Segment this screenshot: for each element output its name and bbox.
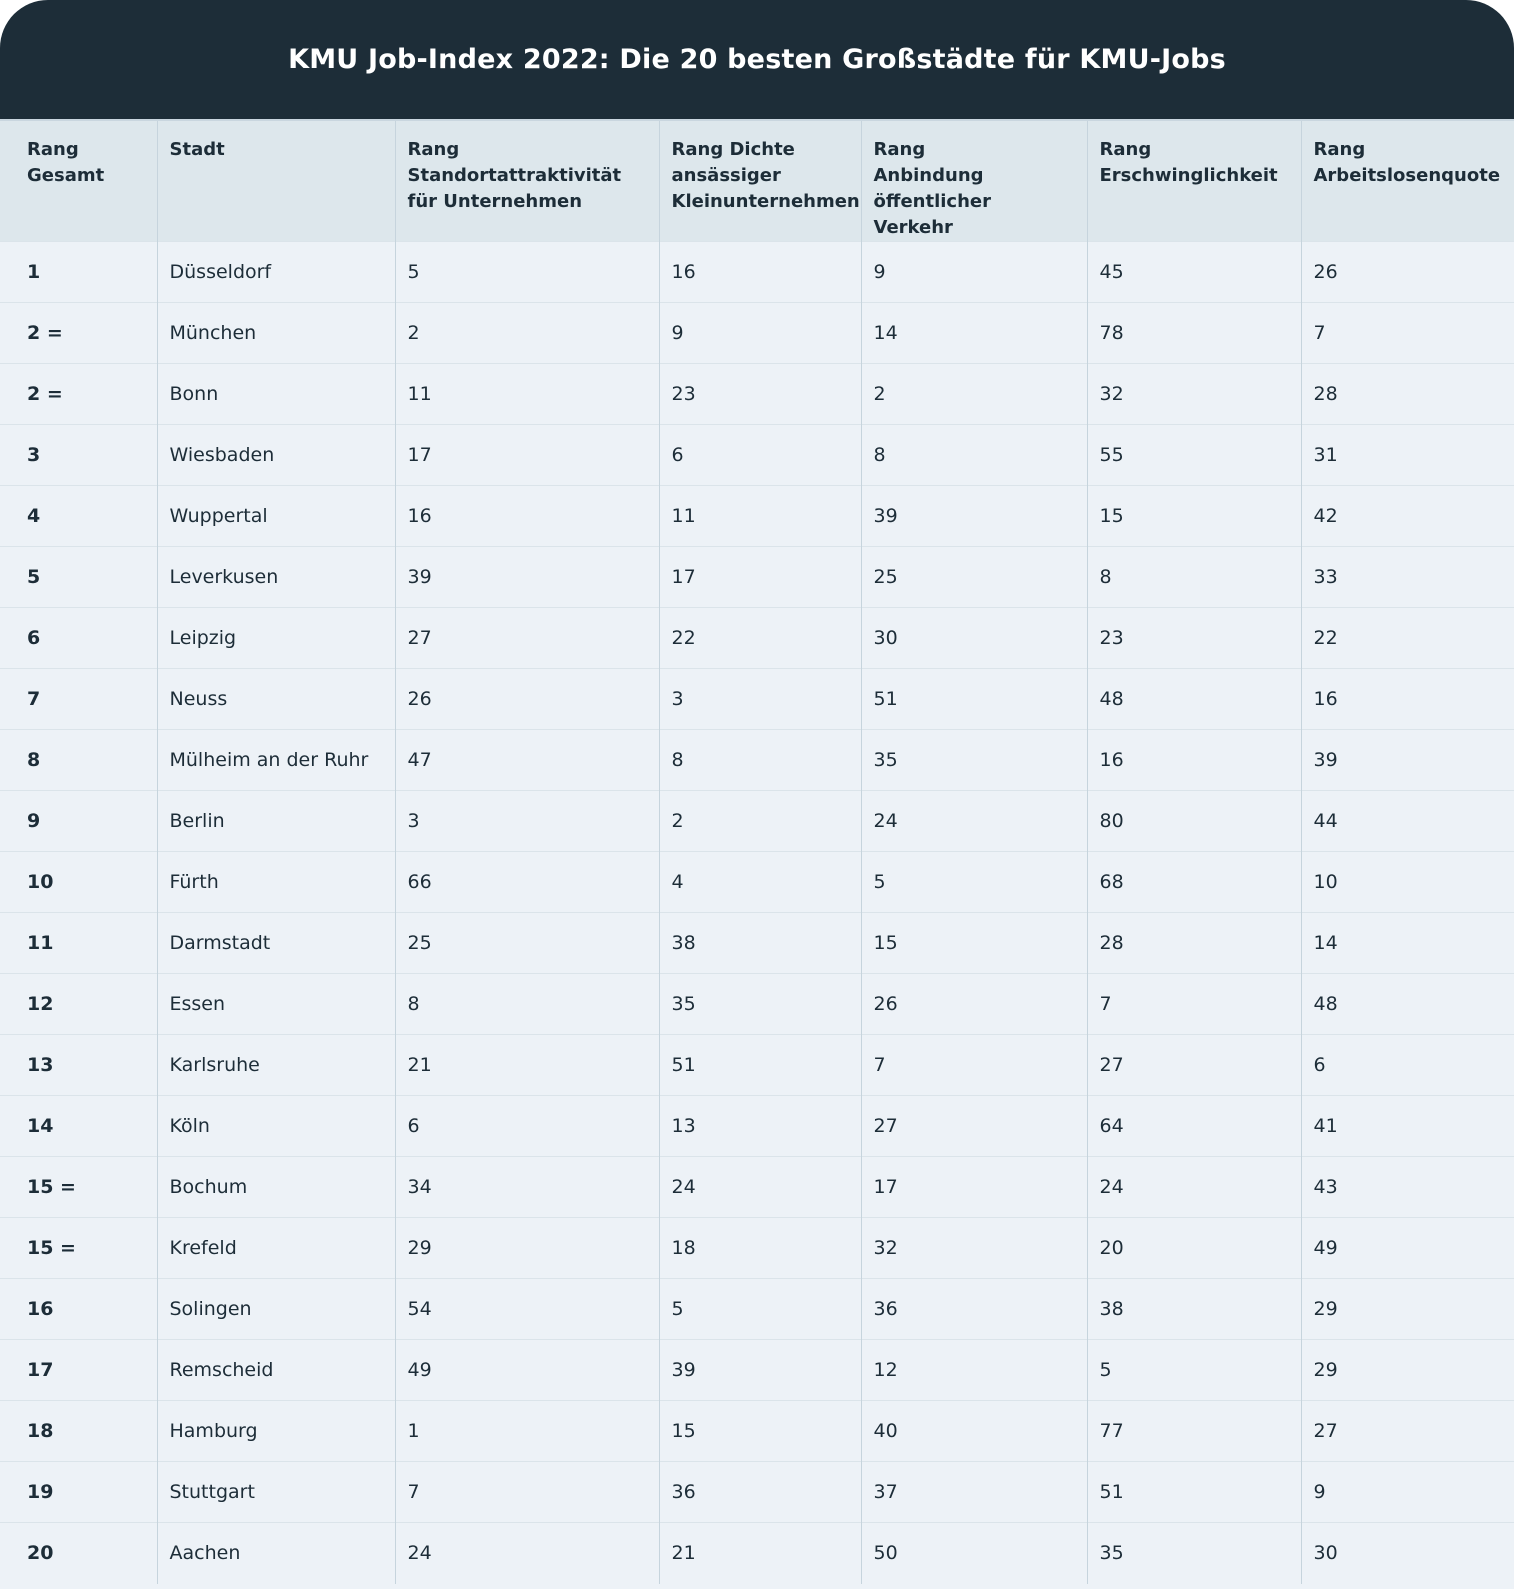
table-cell: 40	[861, 1401, 1087, 1462]
table-cell: 14	[1301, 913, 1514, 974]
table-cell: 47	[395, 730, 659, 791]
title-bar	[0, 0, 1514, 121]
table-row	[0, 1523, 1514, 1584]
city-cell: Krefeld	[157, 1218, 395, 1279]
rank-cell: 2 =	[0, 303, 157, 364]
city-cell: Hamburg	[157, 1401, 395, 1462]
table-row	[0, 364, 1514, 425]
table-cell: 7	[395, 1462, 659, 1523]
table-cell: 13	[659, 1096, 861, 1157]
table-cell: 37	[861, 1462, 1087, 1523]
rank-cell: 13	[0, 1035, 157, 1096]
table-cell: 14	[861, 303, 1087, 364]
table-row	[0, 608, 1514, 669]
table-cell: 78	[1087, 303, 1301, 364]
table-cell: 29	[1301, 1340, 1514, 1401]
table-cell: 7	[1301, 303, 1514, 364]
table-cell: 8	[861, 425, 1087, 486]
rank-cell: 6	[0, 608, 157, 669]
table-cell: 38	[1087, 1279, 1301, 1340]
rank-cell: 3	[0, 425, 157, 486]
header-row	[0, 121, 1514, 242]
city-cell: Karlsruhe	[157, 1035, 395, 1096]
table-cell: 35	[861, 730, 1087, 791]
table-cell: 16	[659, 242, 861, 303]
table-cell: 51	[861, 669, 1087, 730]
table-cell: 17	[659, 547, 861, 608]
table-cell: 4	[659, 852, 861, 913]
table-cell: 30	[861, 608, 1087, 669]
table-body	[0, 242, 1514, 1584]
city-cell: Köln	[157, 1096, 395, 1157]
rank-cell: 20	[0, 1523, 157, 1584]
table-cell: 12	[861, 1340, 1087, 1401]
table-row	[0, 425, 1514, 486]
table-cell: 39	[395, 547, 659, 608]
table-cell: 8	[1087, 547, 1301, 608]
column-header-line: Rang	[407, 139, 460, 160]
table-row	[0, 1157, 1514, 1218]
table-cell: 26	[861, 974, 1087, 1035]
column-header-line: ansässiger	[671, 165, 781, 186]
column-header-line: Standortattraktivität	[407, 165, 622, 186]
column-header	[1087, 121, 1301, 242]
table-cell: 48	[1087, 669, 1301, 730]
table-cell: 29	[1301, 1279, 1514, 1340]
table-cell: 17	[395, 425, 659, 486]
table-cell: 35	[1087, 1523, 1301, 1584]
column-header-line: Kleinunternehmen	[671, 191, 860, 212]
table-cell: 26	[1301, 242, 1514, 303]
city-cell: Darmstadt	[157, 913, 395, 974]
column-header-line: Rang	[873, 139, 926, 160]
table-cell: 36	[659, 1462, 861, 1523]
city-cell: Wuppertal	[157, 486, 395, 547]
rank-cell: 19	[0, 1462, 157, 1523]
table-cell: 50	[861, 1523, 1087, 1584]
table-cell: 44	[1301, 791, 1514, 852]
table-cell: 6	[395, 1096, 659, 1157]
table-cell: 24	[659, 1157, 861, 1218]
table-cell: 6	[659, 425, 861, 486]
table-cell: 21	[395, 1035, 659, 1096]
city-cell: Wiesbaden	[157, 425, 395, 486]
table-cell: 9	[1301, 1462, 1514, 1523]
ranking-table	[0, 121, 1514, 1584]
table-cell: 51	[1087, 1462, 1301, 1523]
table-cell: 68	[1087, 852, 1301, 913]
table-cell: 1	[395, 1401, 659, 1462]
table-cell: 9	[659, 303, 861, 364]
table-cell: 24	[395, 1523, 659, 1584]
column-header-line: Stadt	[169, 139, 225, 160]
column-header	[659, 121, 861, 242]
table-cell: 25	[395, 913, 659, 974]
table-cell: 32	[861, 1218, 1087, 1279]
rank-cell: 14	[0, 1096, 157, 1157]
table-cell: 48	[1301, 974, 1514, 1035]
table-cell: 41	[1301, 1096, 1514, 1157]
table-cell: 28	[1301, 364, 1514, 425]
city-cell: Bonn	[157, 364, 395, 425]
table-cell: 15	[861, 913, 1087, 974]
city-cell: Mülheim an der Ruhr	[157, 730, 395, 791]
table-row	[0, 1218, 1514, 1279]
table-cell: 5	[1087, 1340, 1301, 1401]
table-cell: 8	[659, 730, 861, 791]
table-cell: 43	[1301, 1157, 1514, 1218]
column-header-line: Rang	[1099, 139, 1152, 160]
column-header	[395, 121, 659, 242]
table-cell: 36	[861, 1279, 1087, 1340]
table-row	[0, 913, 1514, 974]
column-header-line: öffentlicher Verkehr	[873, 191, 991, 238]
table-cell: 54	[395, 1279, 659, 1340]
table-cell: 10	[1301, 852, 1514, 913]
table-cell: 18	[659, 1218, 861, 1279]
table-cell: 34	[395, 1157, 659, 1218]
table-cell: 16	[1301, 669, 1514, 730]
table-cell: 28	[1087, 913, 1301, 974]
table-cell: 6	[1301, 1035, 1514, 1096]
column-header-line: Rang Dichte	[671, 139, 795, 160]
table-cell: 25	[861, 547, 1087, 608]
table-cell: 11	[659, 486, 861, 547]
table-cell: 24	[1087, 1157, 1301, 1218]
table-cell: 22	[659, 608, 861, 669]
column-header	[157, 121, 395, 242]
rank-cell: 7	[0, 669, 157, 730]
table-cell: 15	[659, 1401, 861, 1462]
table-cell: 49	[395, 1340, 659, 1401]
table-cell: 39	[1301, 730, 1514, 791]
city-cell: Aachen	[157, 1523, 395, 1584]
column-header-line: Rang	[27, 139, 79, 160]
table-cell: 49	[1301, 1218, 1514, 1279]
table-cell: 23	[659, 364, 861, 425]
column-header	[0, 121, 157, 242]
table-cell: 24	[861, 791, 1087, 852]
table-cell: 16	[1087, 730, 1301, 791]
table-cell: 31	[1301, 425, 1514, 486]
table-cell: 30	[1301, 1523, 1514, 1584]
table-cell: 2	[395, 303, 659, 364]
table-cell: 2	[659, 791, 861, 852]
table-row	[0, 242, 1514, 303]
rank-cell: 9	[0, 791, 157, 852]
rank-cell: 12	[0, 974, 157, 1035]
table-cell: 15	[1087, 486, 1301, 547]
city-cell: Fürth	[157, 852, 395, 913]
city-cell: München	[157, 303, 395, 364]
table-row	[0, 1096, 1514, 1157]
table-cell: 66	[395, 852, 659, 913]
table-cell: 80	[1087, 791, 1301, 852]
table-cell: 16	[395, 486, 659, 547]
table-row	[0, 486, 1514, 547]
table-cell: 39	[861, 486, 1087, 547]
table-cell: 55	[1087, 425, 1301, 486]
table-cell: 26	[395, 669, 659, 730]
city-cell: Essen	[157, 974, 395, 1035]
table-cell: 5	[861, 852, 1087, 913]
city-cell: Stuttgart	[157, 1462, 395, 1523]
table-cell: 3	[395, 791, 659, 852]
rank-cell: 15 =	[0, 1157, 157, 1218]
city-cell: Düsseldorf	[157, 242, 395, 303]
column-header-line: Arbeitslosenquote	[1313, 165, 1501, 186]
table-cell: 8	[395, 974, 659, 1035]
column-header-line: Rang	[1313, 139, 1366, 160]
table-cell: 45	[1087, 242, 1301, 303]
column-header-line: Anbindung	[873, 165, 984, 186]
rank-cell: 8	[0, 730, 157, 791]
table-row	[0, 791, 1514, 852]
table-cell: 20	[1087, 1218, 1301, 1279]
table-cell: 5	[395, 242, 659, 303]
city-cell: Leverkusen	[157, 547, 395, 608]
table-cell: 9	[861, 242, 1087, 303]
rank-cell: 18	[0, 1401, 157, 1462]
column-header-line: Gesamt	[27, 165, 105, 186]
table-row	[0, 1035, 1514, 1096]
table-cell: 39	[659, 1340, 861, 1401]
table-cell: 27	[1301, 1401, 1514, 1462]
table-row	[0, 852, 1514, 913]
page-title: KMU Job-Index 2022: Die 20 besten Großstädte für KMU-Jobs	[288, 44, 1226, 75]
table-row	[0, 1462, 1514, 1523]
rank-cell: 15 =	[0, 1218, 157, 1279]
column-header	[861, 121, 1087, 242]
table-cell: 35	[659, 974, 861, 1035]
table-row	[0, 1401, 1514, 1462]
rank-cell: 10	[0, 852, 157, 913]
rank-cell: 5	[0, 547, 157, 608]
table-cell: 2	[861, 364, 1087, 425]
table-cell: 22	[1301, 608, 1514, 669]
table-cell: 27	[861, 1096, 1087, 1157]
table-cell: 32	[1087, 364, 1301, 425]
table-row	[0, 1279, 1514, 1340]
table-cell: 21	[659, 1523, 861, 1584]
rank-cell: 17	[0, 1340, 157, 1401]
table-row	[0, 547, 1514, 608]
table-cell: 7	[861, 1035, 1087, 1096]
table-cell: 38	[659, 913, 861, 974]
table-cell: 29	[395, 1218, 659, 1279]
table-cell: 23	[1087, 608, 1301, 669]
table-row	[0, 974, 1514, 1035]
table-cell: 77	[1087, 1401, 1301, 1462]
table-cell: 3	[659, 669, 861, 730]
table-cell: 51	[659, 1035, 861, 1096]
rank-cell: 16	[0, 1279, 157, 1340]
table-row	[0, 303, 1514, 364]
table-row	[0, 1340, 1514, 1401]
rank-cell: 4	[0, 486, 157, 547]
table-cell: 42	[1301, 486, 1514, 547]
table-cell: 33	[1301, 547, 1514, 608]
table-cell: 5	[659, 1279, 861, 1340]
rank-cell: 2 =	[0, 364, 157, 425]
city-cell: Leipzig	[157, 608, 395, 669]
table-cell: 17	[861, 1157, 1087, 1218]
column-header	[1301, 121, 1514, 242]
rank-cell: 1	[0, 242, 157, 303]
table-header	[0, 121, 1514, 242]
table-cell: 7	[1087, 974, 1301, 1035]
city-cell: Remscheid	[157, 1340, 395, 1401]
table-cell: 64	[1087, 1096, 1301, 1157]
table-row	[0, 730, 1514, 791]
city-cell: Berlin	[157, 791, 395, 852]
table-cell: 11	[395, 364, 659, 425]
column-header-line: für Unternehmen	[407, 191, 583, 212]
rank-cell: 11	[0, 913, 157, 974]
table-cell: 27	[1087, 1035, 1301, 1096]
column-header-line: Erschwinglichkeit	[1099, 165, 1278, 186]
city-cell: Neuss	[157, 669, 395, 730]
city-cell: Bochum	[157, 1157, 395, 1218]
table-cell: 27	[395, 608, 659, 669]
city-cell: Solingen	[157, 1279, 395, 1340]
table-row	[0, 669, 1514, 730]
